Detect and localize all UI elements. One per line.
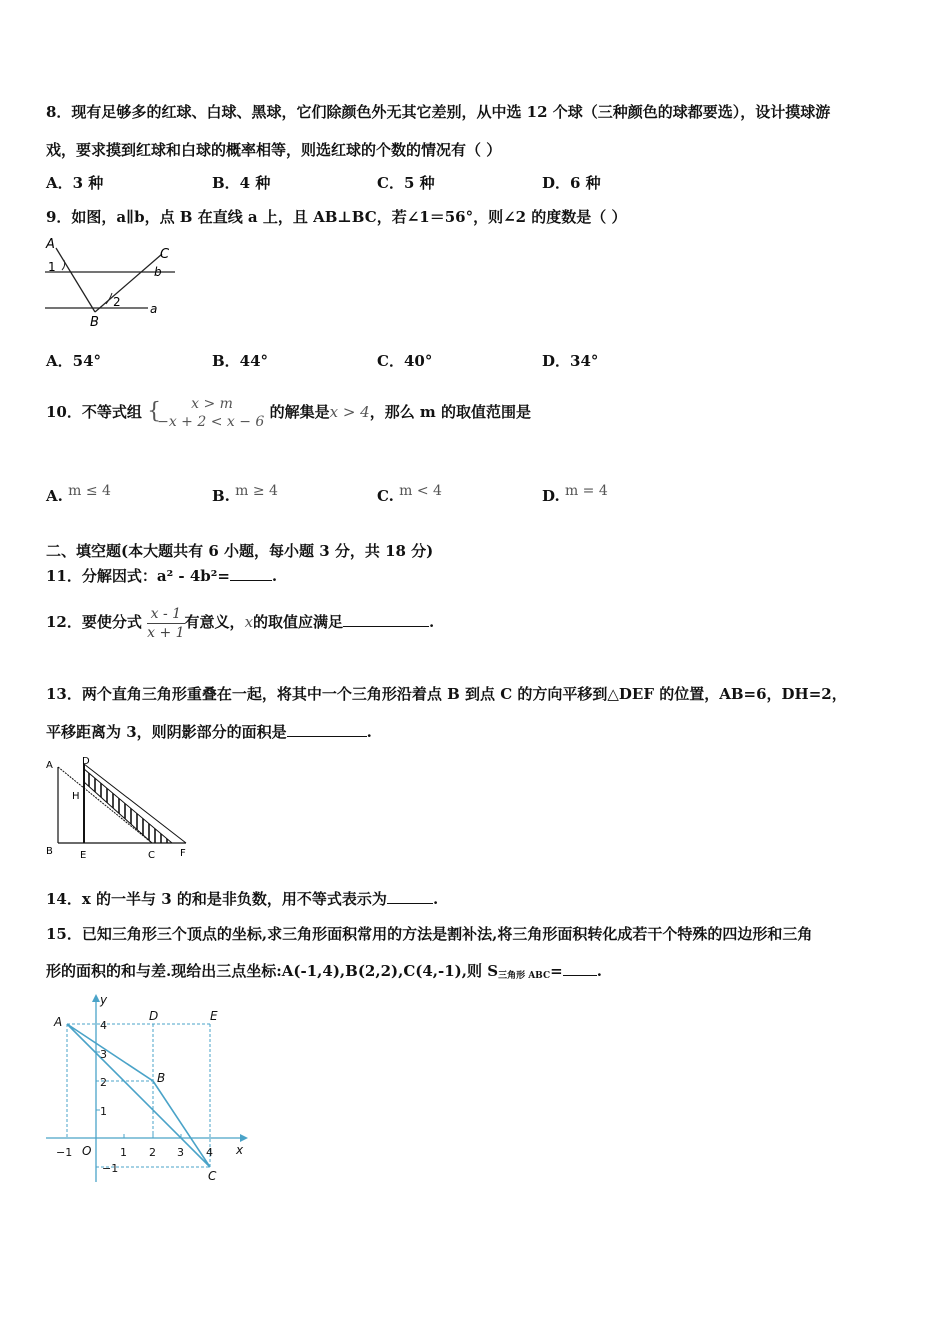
y-tick-3: 3 [100, 1048, 107, 1061]
q10-sys-row1: x > m [191, 396, 233, 412]
q10-option-a-value: m ≤ 4 [68, 483, 111, 499]
label-a: A [46, 760, 53, 771]
point-a-label: A [54, 1015, 63, 1029]
q10-cond: x > 4 [329, 403, 370, 421]
q8-option-b: B．4 种 [212, 174, 271, 192]
label-a-point: A [46, 237, 55, 252]
q8-option-a: A．3 种 [46, 174, 104, 192]
q14-answer-blank [387, 889, 433, 904]
q10-sys-row2: −x + 2 < x − 6 [157, 414, 265, 430]
q9-option-a: A．54° [46, 352, 102, 370]
q10-stem [46, 392, 531, 432]
q12-denominator: x + 1 [147, 624, 185, 641]
q14-stem: 14．x 的一半与 3 的和是非负数，用不等式表示为 . [46, 890, 439, 908]
label-line-b: b [154, 265, 162, 279]
point-d-label: D [149, 1009, 159, 1023]
label-e: E [80, 850, 87, 861]
q11-stem: 11．分解因式：a² - 4b²= . [46, 567, 278, 585]
q12-fraction [147, 605, 184, 642]
q15-coordinate-figure [38, 990, 258, 1190]
q12-answer-blank [343, 612, 429, 627]
q8-option-d: D．6 种 [542, 174, 601, 192]
q10-inequality-system: { x > m −x + 2 < x − 6 [147, 396, 265, 430]
axis-label-y: y [100, 993, 108, 1007]
q10-option-a: A. m ≤ 4 [46, 483, 111, 505]
q11-answer-blank [230, 566, 272, 581]
q10-mid: 的解集是 [269, 403, 330, 421]
q12-numerator: x - 1 [147, 605, 184, 624]
label-c-point: C [160, 247, 170, 262]
y-tick-minus1: −1 [102, 1162, 119, 1175]
label-b-point: B [90, 315, 99, 330]
q10-option-b: B. m ≥ 4 [212, 483, 278, 505]
q15-line2: 形的面积的和与差.现给出三点坐标:A(-1,4),B(2,2),C(4,-1),则 $S_{三角形 ABC}=$ . [46, 962, 602, 981]
q10-option-d-value: m = 4 [564, 483, 608, 499]
q10-suffix: ，那么 m 的取值范围是 [369, 403, 532, 421]
shaded-region [84, 769, 172, 843]
label-angle2: 2 [113, 295, 121, 309]
q10-option-d: D. m = 4 [542, 483, 608, 505]
point-c-label: C [208, 1169, 217, 1183]
label-c: C [148, 850, 155, 861]
x-tick-1: 1 [120, 1146, 127, 1159]
q13-line2: 平移距离为 3，则阴影部分的面积是 . [46, 723, 372, 741]
q9-option-d: D．34° [542, 352, 599, 370]
axis-label-x: x [236, 1143, 244, 1157]
q9-option-b: B．44° [212, 352, 269, 370]
q12-var: x [244, 613, 254, 631]
q10-option-b-value: m ≥ 4 [235, 483, 278, 499]
label-f: F [180, 848, 186, 859]
q10-option-c: C. m < 4 [377, 483, 442, 505]
q15-subscript: 三角形 ABC [498, 971, 551, 981]
q15-answer-blank [563, 961, 597, 976]
q8-line2: 戏，要求摸到红球和白球的概率相等，则选红球的个数的情况有（ ） [46, 141, 502, 159]
x-tick-minus1: −1 [56, 1146, 73, 1159]
q9-stem: 9．如图，a∥b，点 B 在直线 a 上，且 AB⊥BC，若∠1＝56°，则∠2 的度数是（ ） [46, 208, 627, 226]
q15-line1: 15．已知三角形三个顶点的坐标,求三角形面积常用的方法是割补法,将三角形面积转化成若干个特殊的四边形和三角 [46, 925, 813, 943]
q13-line1: 13．两个直角三角形重叠在一起，将其中一个三角形沿着点 B 到点 C 的方向平移到△DEF 的位置，AB=6，DH=2， [46, 685, 847, 703]
point-b-label: B [157, 1071, 166, 1085]
y-tick-2: 2 [100, 1076, 107, 1089]
q11-expr: a² - 4b²= [156, 567, 230, 585]
label-angle1: 1 [48, 260, 56, 274]
q9-option-c: C．40° [377, 352, 433, 370]
q12-stem: 12．要使分式 $\frac{x - 1}{x + 1}$ 有意义，x的取值应满足 . [46, 605, 435, 641]
label-h: H [72, 791, 80, 802]
label-b: B [46, 846, 53, 857]
label-line-a: a [150, 302, 158, 316]
q8-option-c: C．5 种 [377, 174, 435, 192]
label-d: D [82, 756, 90, 767]
q10-prefix: 10．不等式组 [46, 403, 142, 421]
q10-option-c-value: m < 4 [399, 483, 442, 499]
y-tick-1: 1 [100, 1105, 107, 1118]
x-tick-2: 2 [149, 1146, 156, 1159]
segment-ab [56, 248, 95, 312]
x-tick-3: 3 [177, 1146, 184, 1159]
section2-heading: 二、填空题(本大题共有 6 小题，每小题 3 分，共 18 分) [46, 542, 434, 560]
q13-answer-blank [287, 722, 367, 737]
origin-label: O [82, 1144, 92, 1158]
q13-figure [44, 754, 194, 864]
x-tick-4: 4 [206, 1146, 213, 1159]
point-e-label: E [210, 1009, 218, 1023]
q8-line1: 8．现有足够多的红球、白球、黑球，它们除颜色外无其它差别，从中选 12 个球（三种颜色的球都要选），设计摸球游 [46, 103, 831, 121]
y-tick-4: 4 [100, 1019, 107, 1032]
q9-figure [40, 236, 180, 330]
